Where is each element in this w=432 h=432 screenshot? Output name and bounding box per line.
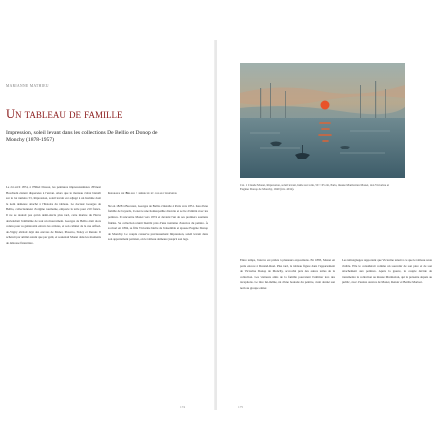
right-column-1: Entre temps, l'œuvre est prêtée à plusieurs expositions. En 1883, Monet en parle encore à Durand-Ruel. Plus tard, le tableau figure dans l'appartement de Victorine Donop de Monchy, accroché près des autres toiles de la collection. Les visiteurs amis de la famille pouvaient l'admirer lors des réceptions. Le titre lui-même, né d'une boutade du peintre, avait donné son nom au groupe entier. <box>240 258 335 290</box>
running-header: MARIANNE MATHIEU <box>6 84 49 88</box>
left-column-2-text: Né en 1828 à Bucarest, Georges de Bellio s'installe à Paris vers 1851. Issu d'une famille de boyards, il exerce une homéopathie discrète et se lie d'amitié avec les peintres. Il rencontre Monet vers 1874 et devient l'un de ses premiers soutiens fidèles. Sa collection réunit bientôt près d'une trentaine d'œuvres du peintre. À sa mort en 1894, sa fille Victorine hérite de l'ensemble et épouse Eugène Donop de Monchy. Le couple conserve précieusement Impression, soleil levant dans son appartement parisien, où le tableau demeure jusqu'à son legs. <box>108 203 208 242</box>
figure-caption: Cat. 1 Claude Monet, Impression, soleil levant, huile sur toile, 50 × 65 cm, Paris, musée Marmottan Monet, don Victorine et Eugène Donop de Monchy, 1940 (inv. 4014). <box>240 183 390 191</box>
folio-left: 174 <box>180 405 186 409</box>
right-column-2: Les témoignages rapportent que Victorine tenait à ce que le tableau reste visible. Elle le considérait comme un souvenir de son père et de son attachement aux peintres. Après la guerre, le couple décide de transmettre la collection au musée Marmottan, qui la présente depuis au public, avec d'autres œuvres de Monet, Renoir et Berthe Morisot. <box>342 258 432 285</box>
impression-soleil-levant-painting <box>240 63 405 178</box>
chapter-title: Un tableau de famille <box>6 107 123 121</box>
left-column-1: Le 24 avril 1874, à l'Hôtel Drouot, les peintures impressionnistes d'Ernest Hoschedé étaient dispersées à l'encan. Alors que le marteau s'abat bientôt sur le lot numéro 53, Impression, soleil levant est adjugé à un homme dont le nom demeure attaché à l'histoire du tableau. Le docteur Georges de Bellio, collectionneur d'origine roumaine, emporte la toile pour 210 francs. Il ne se doutait pas qu'un demi-siècle plus tard, cette marine du Havre deviendrait l'emblème de tout un mouvement. Georges de Bellio était alors connu pour sa générosité envers les artistes, et son cabinet de la rue Alfred-de-Vigny abritait déjà des œuvres de Manet, Pissarro, Sisley et Renoir. Il achetait par amitié autant que par goût, et soutenait Monet dans les moments de détresse financière. <box>6 185 101 245</box>
left-page <box>0 0 215 432</box>
section-heading: Georges de Bellio : médecin et collectionneur <box>108 190 177 195</box>
folio-right: 175 <box>238 405 244 409</box>
chapter-subtitle: Impression, soleil levant dans les collections De Bellio et Donop de Monchy (1878-1957) <box>6 130 158 143</box>
left-column-2 <box>108 185 208 355</box>
